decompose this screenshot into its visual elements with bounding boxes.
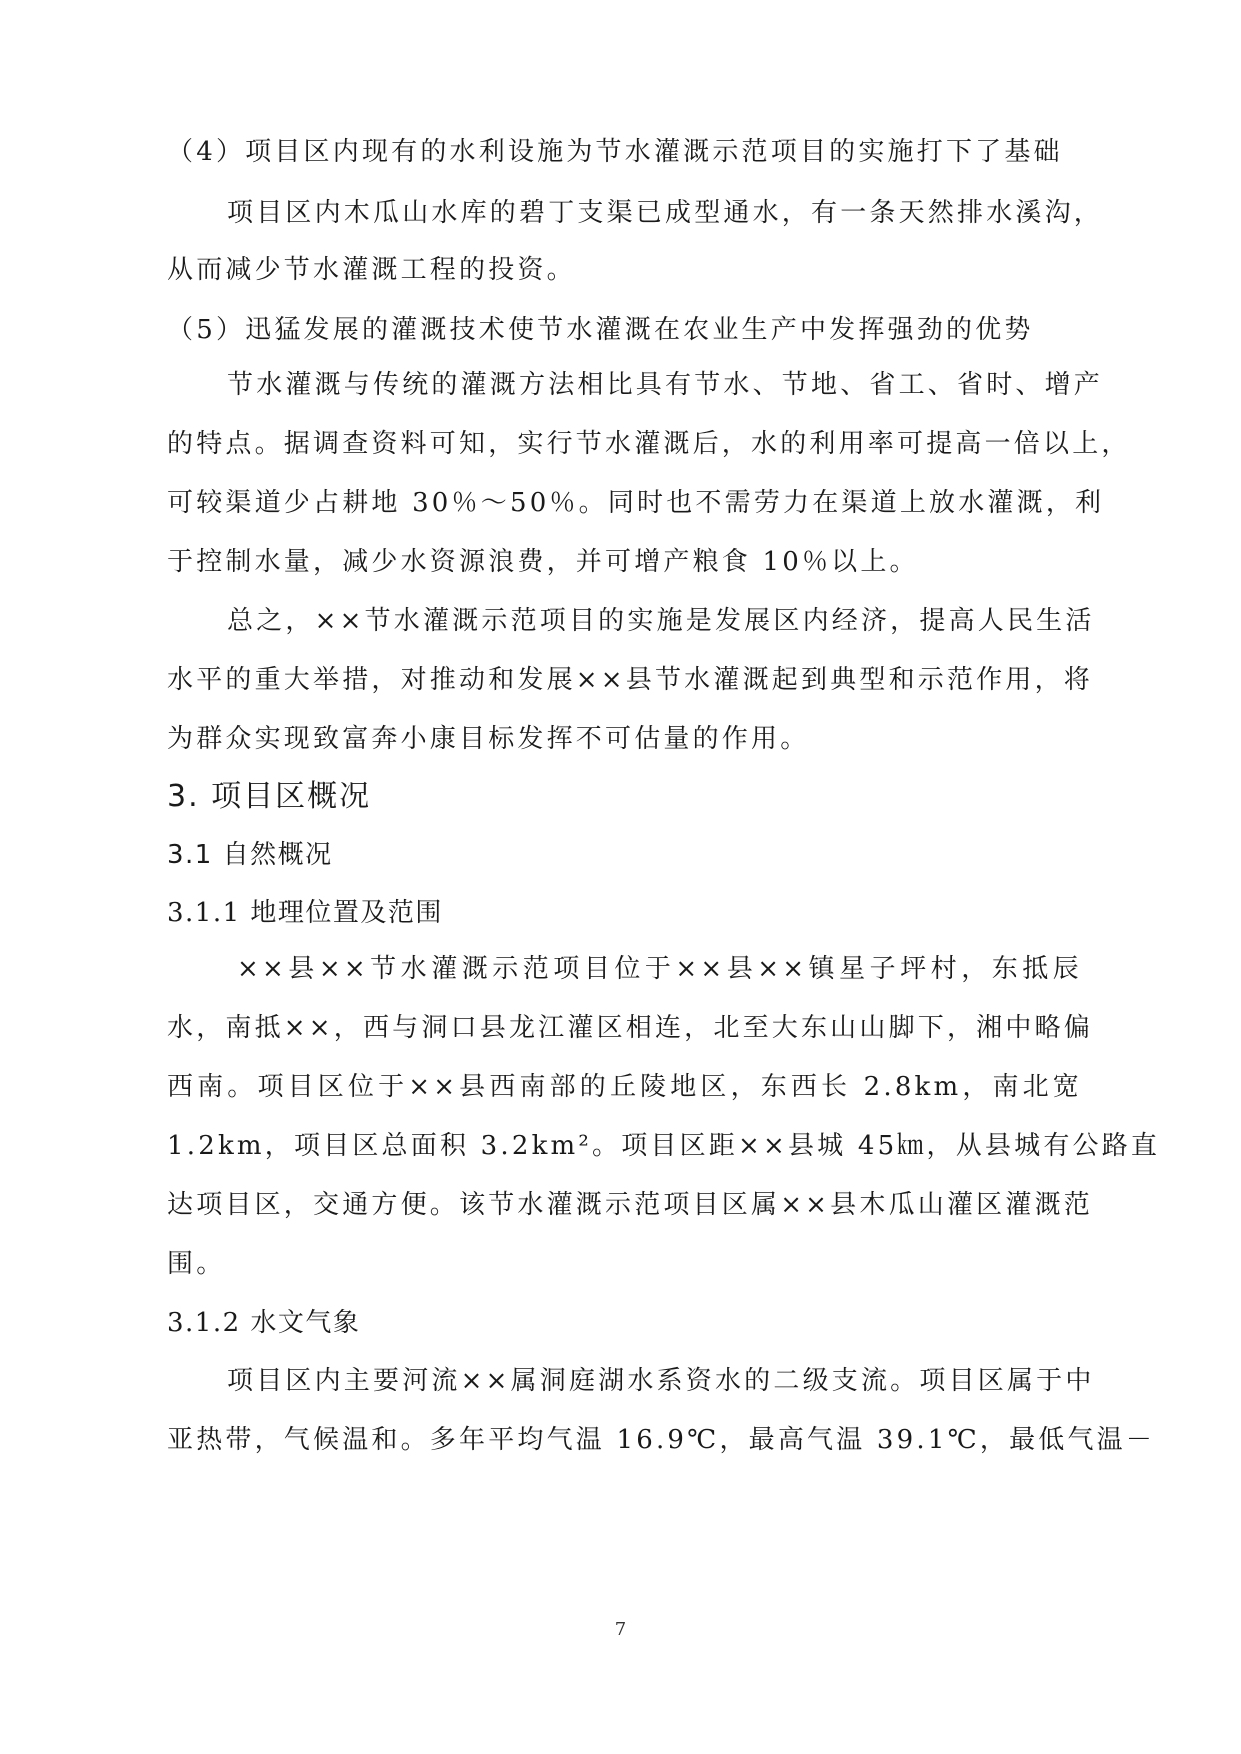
paragraph-line: 总之，××节水灌溉示范项目的实施是发展区内经济，提高人民生活 (227, 606, 1095, 636)
item5-heading: （5）迅猛发展的灌溉技术使节水灌溉在农业生产中发挥强劲的优势 (167, 315, 1034, 345)
section-title: 3. 项目区概况 (167, 779, 372, 814)
subsection-title: 3.1 自然概况 (167, 840, 333, 870)
paragraph-line: 项目区内主要河流××属洞庭湖水系资水的二级支流。项目区属于中 (227, 1366, 1095, 1396)
paragraph-line: 从而减少节水灌溉工程的投资。 (167, 255, 576, 285)
paragraph-line: 达项目区，交通方便。该节水灌溉示范项目区属××县木瓜山灌区灌溉范 (167, 1190, 1093, 1220)
paragraph-line: 水，南抵××，西与洞口县龙江灌区相连，北至大东山山脚下，湘中略偏 (167, 1013, 1093, 1043)
paragraph-line: 西南。项目区位于××县西南部的丘陵地区，东西长 2.8km，南北宽 (167, 1072, 1082, 1102)
paragraph-line: 水平的重大举措，对推动和发展××县节水灌溉起到典型和示范作用，将 (167, 665, 1093, 695)
paragraph-line: 于控制水量，减少水资源浪费，并可增产粮食 10％以上。 (167, 547, 919, 577)
paragraph-line: ××县××节水灌溉示范项目位于××县××镇星子坪村，东抵辰 (237, 954, 1082, 984)
paragraph-line: 1.2km，项目区总面积 3.2km²。项目区距××县城 45㎞，从县城有公路直 (167, 1131, 1161, 1161)
page-number: 7 (614, 1619, 627, 1640)
paragraph-line: 为群众实现致富奔小康目标发挥不可估量的作用。 (167, 724, 810, 754)
paragraph-line: 节水灌溉与传统的灌溉方法相比具有节水、节地、省工、省时、增产 (227, 370, 1104, 400)
subsubsection-title: 3.1.2 水文气象 (167, 1308, 361, 1338)
paragraph-line: 亚热带，气候温和。多年平均气温 16.9℃，最高气温 39.1℃，最低气温－ (167, 1425, 1156, 1455)
item4-heading: （4）项目区内现有的水利设施为节水灌溉示范项目的实施打下了基础 (167, 137, 1063, 167)
subsubsection-title: 3.1.1 地理位置及范围 (167, 898, 443, 928)
paragraph-line: 项目区内木瓜山水库的碧丁支渠已成型通水，有一条天然排水溪沟， (227, 198, 1104, 228)
paragraph-line: 可较渠道少占耕地 30％～50％。同时也不需劳力在渠道上放水灌溉，利 (167, 488, 1105, 518)
paragraph-line: 的特点。据调查资料可知，实行节水灌溉后，水的利用率可提高一倍以上， (167, 429, 1131, 459)
paragraph-line: 围。 (167, 1249, 226, 1279)
